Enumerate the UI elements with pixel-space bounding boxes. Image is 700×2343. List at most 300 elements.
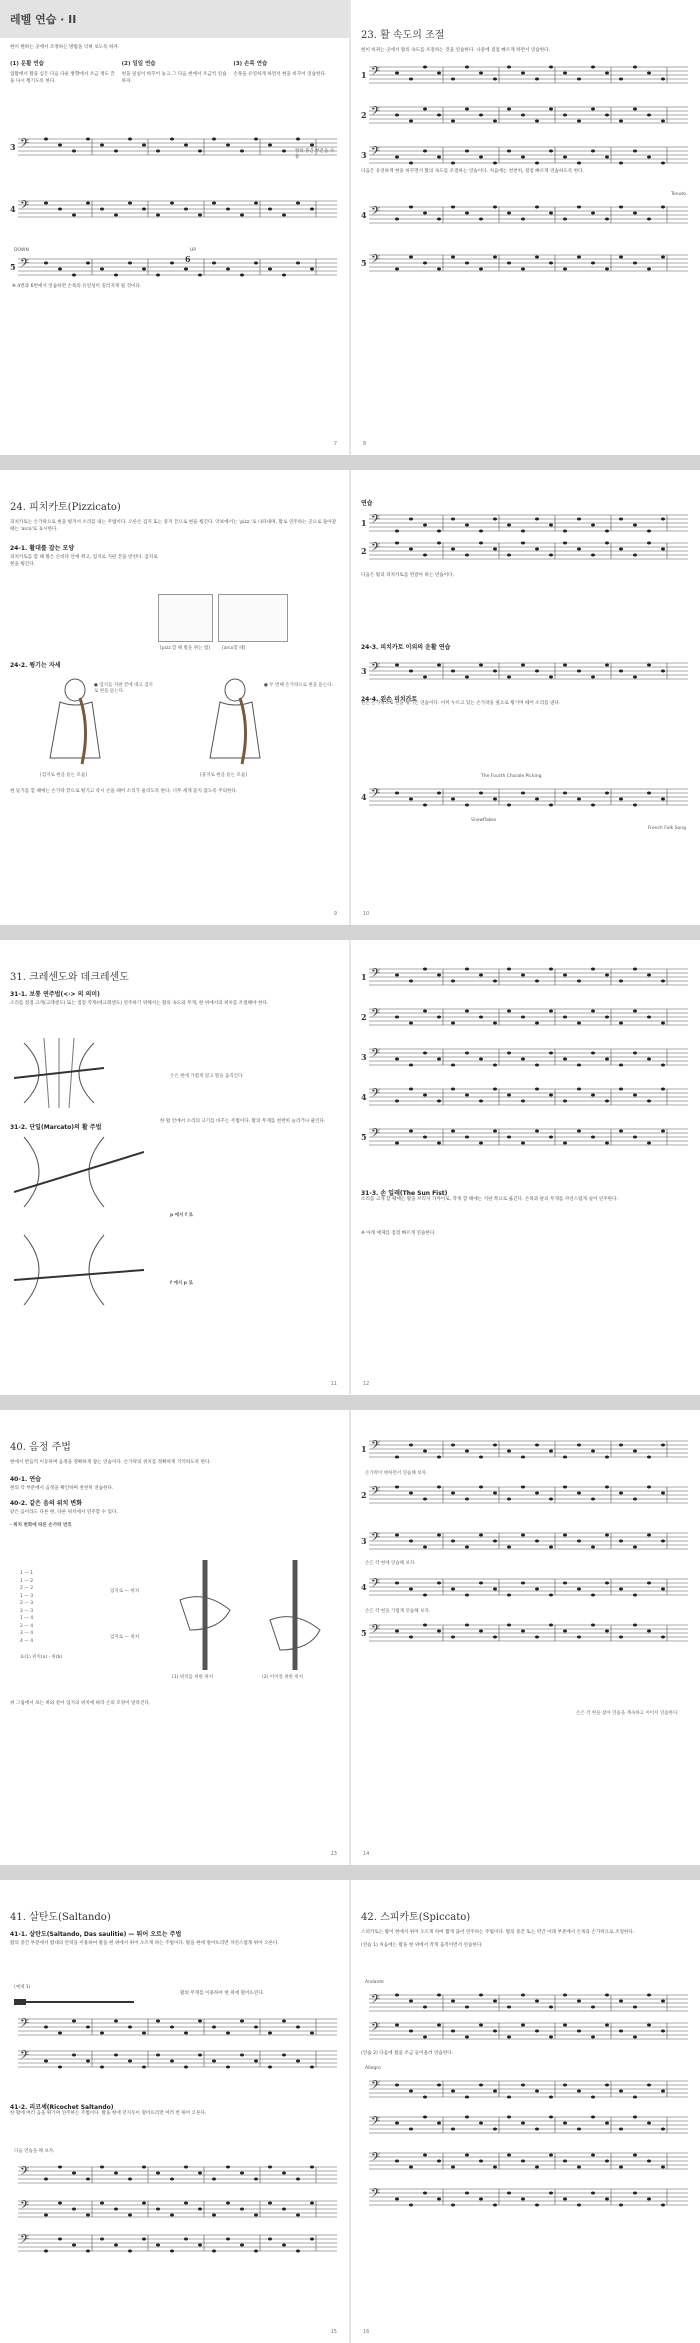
staff-4: 4 𝄢 xyxy=(361,1576,690,1598)
note-head xyxy=(212,262,216,265)
note-head xyxy=(633,212,637,215)
note-head xyxy=(409,1088,413,1091)
note-head xyxy=(507,1498,511,1501)
note-head xyxy=(212,2026,216,2029)
staff-1: 1 𝄢 xyxy=(361,512,690,534)
staff-lines xyxy=(361,1126,690,1148)
note-head xyxy=(184,268,188,271)
staff-lines xyxy=(361,1006,690,1028)
note-head xyxy=(451,206,455,209)
note-head xyxy=(647,1630,651,1633)
note-head xyxy=(114,274,118,277)
song-title-1: Andante xyxy=(365,1980,384,1985)
note-head xyxy=(535,1540,539,1543)
label-up: UP xyxy=(190,248,197,253)
note-head xyxy=(479,664,483,667)
staff-4: 4 𝄢 xyxy=(361,1086,690,1108)
note-head xyxy=(507,676,511,679)
staff-lines xyxy=(361,512,690,534)
table-row: 2 — 4 xyxy=(20,1623,34,1629)
note-head xyxy=(507,1450,511,1453)
intro-text: 현에서 반음씩 이동하며 음정을 정확하게 잡는 연습이다. 손가락의 위치를 정확하게 기억하도록 한다. xyxy=(10,1460,211,1465)
note-head xyxy=(493,798,497,801)
page-16 xyxy=(351,1880,700,2343)
bass-clef-icon: 𝄢 xyxy=(20,199,30,215)
staff-lines xyxy=(10,2164,339,2186)
note-head xyxy=(310,208,314,211)
note-head xyxy=(577,980,581,983)
staff-lines xyxy=(10,198,339,220)
staff-lines xyxy=(10,256,339,278)
note-head xyxy=(310,268,314,271)
note-head xyxy=(661,1444,665,1447)
note-head xyxy=(549,554,553,557)
note-head xyxy=(437,792,441,795)
note-head xyxy=(647,2024,651,2027)
staff-5: 5 𝄢 xyxy=(361,1622,690,1644)
note-head xyxy=(395,530,399,533)
note-head xyxy=(647,218,651,221)
note-head xyxy=(577,2204,581,2207)
note-head xyxy=(409,2090,413,2093)
note-head xyxy=(86,2250,90,2253)
page-15 xyxy=(0,1880,349,2343)
note-head xyxy=(395,72,399,75)
note-head xyxy=(577,518,581,521)
note-head xyxy=(549,1052,553,1055)
note-head xyxy=(114,2020,118,2023)
staff-lines xyxy=(361,786,690,808)
note-head xyxy=(86,2178,90,2181)
note-head xyxy=(549,1498,553,1501)
bow-icon xyxy=(14,1997,134,2007)
note-head xyxy=(507,108,511,111)
note-head xyxy=(437,2122,441,2125)
note-head xyxy=(479,114,483,117)
note-head xyxy=(549,2036,553,2039)
note-head xyxy=(661,1588,665,1591)
note-head xyxy=(521,2198,525,2201)
note-head xyxy=(170,202,174,205)
subsection-2: 24-2. 튕기는 자세 xyxy=(10,662,61,669)
note-head xyxy=(535,798,539,801)
staff-2: 2 𝄢 xyxy=(361,1006,690,1028)
note-head xyxy=(451,1492,455,1495)
bass-clef-icon: 𝄢 xyxy=(371,2115,381,2131)
note-head xyxy=(633,2192,637,2195)
note-head xyxy=(619,2090,623,2093)
note-head xyxy=(423,1546,427,1549)
bass-clef-icon: 𝄢 xyxy=(20,257,30,273)
note-head xyxy=(451,1064,455,1067)
note-head xyxy=(114,2054,118,2057)
note-head xyxy=(451,1130,455,1133)
note-head xyxy=(521,2084,525,2087)
note-head xyxy=(465,1010,469,1013)
note-head xyxy=(549,1546,553,1549)
note-head xyxy=(591,212,595,215)
note-head xyxy=(184,208,188,211)
note-head xyxy=(591,2154,595,2157)
example-label: (예제 1) xyxy=(14,1985,31,1990)
note-head xyxy=(493,2204,497,2207)
note-head xyxy=(591,804,595,807)
note-head xyxy=(156,150,160,153)
staff-lines xyxy=(10,2232,339,2254)
staves-block-2 xyxy=(361,654,690,688)
note-head xyxy=(619,1588,623,1591)
bass-clef-icon: 𝄢 xyxy=(371,1577,381,1593)
note-head xyxy=(465,2154,469,2157)
staff-lines xyxy=(361,1086,690,1108)
note-head xyxy=(100,2166,104,2169)
note-head xyxy=(521,1630,525,1633)
note-head xyxy=(395,268,399,271)
spread-2 xyxy=(0,470,700,925)
note-head xyxy=(619,1130,623,1133)
note-head xyxy=(114,2172,118,2175)
note-head xyxy=(633,2036,637,2039)
bass-clef-icon: 𝄢 xyxy=(371,1127,381,1143)
cello-bow-icon xyxy=(14,1230,144,1310)
note-head xyxy=(465,1052,469,1055)
note-head xyxy=(451,2000,455,2003)
note-head xyxy=(563,1016,567,1019)
staff-1: 1 𝄢 xyxy=(361,1438,690,1460)
staves-block xyxy=(10,2010,339,2076)
note-head xyxy=(451,1636,455,1639)
note-head xyxy=(409,518,413,521)
note-head xyxy=(423,1136,427,1139)
exercise-1-text: (연습 1) 처음에는 활을 현 위에서 작게 움직이면서 연습한다. xyxy=(361,1943,483,1948)
note-head xyxy=(507,1136,511,1139)
bubble-right: ● 두 번째 손가락으로 현을 뜯는다. xyxy=(264,683,334,688)
note-head xyxy=(549,968,553,971)
note-head xyxy=(549,2192,553,2195)
note-head xyxy=(423,66,427,69)
note-head xyxy=(395,1534,399,1537)
note-head xyxy=(591,968,595,971)
note-head xyxy=(409,1022,413,1025)
note-head xyxy=(535,120,539,123)
note-head xyxy=(409,206,413,209)
note-head xyxy=(479,1994,483,1997)
staves-block-3 xyxy=(361,780,690,828)
note-head xyxy=(100,2202,104,2205)
note-head xyxy=(479,156,483,159)
note-head xyxy=(563,1142,567,1145)
note-head xyxy=(535,2030,539,2033)
bass-clef-icon: 𝄢 xyxy=(371,2151,381,2167)
note-head xyxy=(465,262,469,265)
bubble-left: ● 엄지를 지판 끝에 대고 검지로 현을 뜯는다. xyxy=(94,683,153,694)
note-head xyxy=(563,1630,567,1633)
note-head xyxy=(451,2030,455,2033)
note-head xyxy=(577,162,581,165)
note-head xyxy=(549,804,553,807)
note-head xyxy=(591,262,595,265)
note-head xyxy=(479,2024,483,2027)
staff-6-number: 6 xyxy=(185,254,191,264)
table-row: 1 — 1 xyxy=(20,1571,34,1576)
note-head xyxy=(72,2054,76,2057)
note-head xyxy=(282,2054,286,2057)
note-head xyxy=(619,78,623,81)
note-head xyxy=(409,1540,413,1543)
note-head xyxy=(423,1498,427,1501)
staves-block xyxy=(10,130,339,284)
note-head xyxy=(521,2024,525,2027)
note-head xyxy=(493,78,497,81)
note-head xyxy=(661,1636,665,1639)
note-head xyxy=(184,2166,188,2169)
note-head xyxy=(437,1630,441,1633)
note-head xyxy=(647,1994,651,1997)
note-head xyxy=(465,1624,469,1627)
staff-f xyxy=(361,2186,690,2208)
page-9 xyxy=(0,470,349,925)
note-head xyxy=(296,2250,300,2253)
note-head xyxy=(633,108,637,111)
note-head xyxy=(226,208,230,211)
hand-figure-1 xyxy=(158,594,213,642)
note-head xyxy=(493,670,497,673)
staff-4: 4 𝄢 xyxy=(361,786,690,808)
note-head xyxy=(240,274,244,277)
note-head xyxy=(591,108,595,111)
note-head xyxy=(647,1142,651,1145)
note-head xyxy=(619,518,623,521)
staff-2: 2 𝄢 xyxy=(361,104,690,126)
note-head xyxy=(409,980,413,983)
note-head xyxy=(409,2128,413,2131)
subsection-1-text: 활의 중간 부분에서 활대의 탄력을 이용하여 활을 현 위에서 튀어 오르게 하는 주법이다. 활을 현에 떨어뜨리면 자연스럽게 튀어 오른다. xyxy=(10,1941,279,1946)
note-head xyxy=(409,2000,413,2003)
note-head xyxy=(605,2122,609,2125)
note-head xyxy=(577,1130,581,1133)
note-head xyxy=(493,1064,497,1067)
closing-text: 위 그림에서 보는 바와 같이 엄지의 위치에 따라 손의 모양이 달라진다. xyxy=(10,1701,151,1706)
note-head xyxy=(409,2030,413,2033)
note-head xyxy=(395,218,399,221)
note-head xyxy=(395,1058,399,1061)
note-head xyxy=(493,518,497,521)
note-head xyxy=(591,676,595,679)
note-head xyxy=(198,2244,202,2247)
note-head xyxy=(605,792,609,795)
note-head xyxy=(647,1100,651,1103)
note-head xyxy=(577,2000,581,2003)
note-head xyxy=(254,2214,258,2217)
bass-clef-icon: 𝄢 xyxy=(20,137,30,153)
note-head xyxy=(437,1142,441,1145)
note-head xyxy=(535,206,539,209)
note-head xyxy=(619,1088,623,1091)
note-head xyxy=(661,2204,665,2207)
note-head xyxy=(507,2192,511,2195)
note-head xyxy=(479,1016,483,1019)
note-head xyxy=(563,1582,567,1585)
note-head xyxy=(100,268,104,271)
staff-lines xyxy=(361,204,690,226)
note-head xyxy=(507,2096,511,2099)
note-head xyxy=(563,974,567,977)
note-head xyxy=(86,262,90,265)
note-head xyxy=(647,974,651,977)
note-head xyxy=(619,1444,623,1447)
note-head xyxy=(142,2202,146,2205)
note-head xyxy=(395,792,399,795)
note-head xyxy=(423,2006,427,2009)
note-head xyxy=(437,530,441,533)
staff-lines xyxy=(361,540,690,562)
finger-table xyxy=(20,1570,110,1645)
note-head xyxy=(661,120,665,123)
staff-2: 2 𝄢 xyxy=(361,540,690,562)
note-head xyxy=(577,2128,581,2131)
note-head xyxy=(198,2172,202,2175)
hand-figure-2 xyxy=(218,594,288,642)
page-number: 7 xyxy=(333,441,337,447)
note-head xyxy=(86,202,90,205)
note-head xyxy=(465,2116,469,2119)
note-head xyxy=(591,1052,595,1055)
note-head xyxy=(535,162,539,165)
note-head xyxy=(479,72,483,75)
note-head xyxy=(58,2238,62,2241)
note-head xyxy=(577,548,581,551)
note-head xyxy=(437,1058,441,1061)
note-head xyxy=(310,2238,314,2241)
note-head xyxy=(198,2020,202,2023)
note-head xyxy=(44,2214,48,2217)
note-head xyxy=(100,2032,104,2035)
note-head xyxy=(633,2096,637,2099)
note-head xyxy=(521,792,525,795)
note-head xyxy=(591,2006,595,2009)
note-head xyxy=(661,2030,665,2033)
note-head xyxy=(507,1010,511,1013)
note-head xyxy=(535,1444,539,1447)
table-row: 2 — 2 xyxy=(20,1586,34,1591)
note-head xyxy=(156,2244,160,2247)
note-head xyxy=(661,518,665,521)
staff-lines xyxy=(10,136,339,158)
note-head xyxy=(128,262,132,265)
bass-clef-icon: 𝄢 xyxy=(371,2079,381,2095)
note-head xyxy=(479,2198,483,2201)
note-head xyxy=(58,2032,62,2035)
staff-a xyxy=(10,2016,339,2038)
fig-label-2: 엄지로 — 위치 xyxy=(110,1635,140,1640)
note-head xyxy=(591,1136,595,1139)
note-head xyxy=(605,664,609,667)
note-head xyxy=(296,2060,300,2063)
note-head xyxy=(633,2006,637,2009)
note-head xyxy=(226,2032,230,2035)
note-head xyxy=(605,1486,609,1489)
note-head xyxy=(86,2060,90,2063)
note-head xyxy=(647,1534,651,1537)
note-head xyxy=(170,2214,174,2217)
note-head xyxy=(563,792,567,795)
staves-block xyxy=(361,58,690,184)
note-head xyxy=(605,542,609,545)
note-head xyxy=(409,2204,413,2207)
note-head xyxy=(619,2030,623,2033)
cello-bow-icon xyxy=(14,1132,144,1212)
note-head xyxy=(535,980,539,983)
staff-lines xyxy=(361,966,690,988)
note-head xyxy=(72,2244,76,2247)
note-head xyxy=(268,268,272,271)
intro-text: 피치카토는 손가락으로 현을 튕겨서 소리를 내는 주법이다. 오른손 검지 또는 중지 끝으로 현을 튕긴다. 악보에서는 'pizz.'로 나타내며, 활로 연주하는 곳으로 돌아갈 때는 'arco'로 표시한다. xyxy=(10,520,337,532)
note-head xyxy=(577,206,581,209)
note-head xyxy=(465,1136,469,1139)
page-number: 12 xyxy=(363,1381,370,1387)
note-head xyxy=(198,2208,202,2211)
note-head xyxy=(577,1540,581,1543)
table-row: 3 — 3 xyxy=(20,1608,34,1614)
note-head xyxy=(212,2178,216,2181)
note-head xyxy=(507,554,511,557)
note-head xyxy=(437,1994,441,1997)
note-head xyxy=(619,1064,623,1067)
staff-lines xyxy=(361,252,690,274)
note-head xyxy=(507,804,511,807)
note-head xyxy=(198,2054,202,2057)
note-head xyxy=(226,268,230,271)
staff-lines xyxy=(361,2186,690,2208)
note-head xyxy=(437,1486,441,1489)
note-head xyxy=(507,1546,511,1549)
bass-clef-icon: 𝄢 xyxy=(371,1993,381,2009)
note-head xyxy=(591,1010,595,1013)
note-head xyxy=(493,1444,497,1447)
bass-clef-icon: 𝄢 xyxy=(20,2199,30,2215)
note-head xyxy=(451,1088,455,1091)
note-head xyxy=(605,268,609,271)
fig-caption: 손은 현에 가볍게 얹고 활을 움직인다. xyxy=(170,1074,244,1079)
note-head xyxy=(577,1492,581,1495)
note-head xyxy=(465,1594,469,1597)
staff-5: 5 𝄢 xyxy=(10,256,339,278)
note-head xyxy=(619,2166,623,2169)
note-head xyxy=(465,554,469,557)
note-head xyxy=(170,2250,174,2253)
staff-4: 4 𝄢 xyxy=(10,198,339,220)
note-head xyxy=(128,2178,132,2181)
staff-lines xyxy=(361,1484,690,1506)
note-head xyxy=(72,150,76,153)
note-head xyxy=(521,530,525,533)
note-head xyxy=(577,2030,581,2033)
note-head xyxy=(44,262,48,265)
note-head xyxy=(465,2192,469,2195)
note-head xyxy=(170,262,174,265)
note-head xyxy=(254,2250,258,2253)
note-head xyxy=(128,202,132,205)
note-head xyxy=(647,664,651,667)
section-title: 31. 크레센도와 데크레센도 xyxy=(10,972,129,983)
staff-lines xyxy=(361,1046,690,1068)
note-head xyxy=(549,2006,553,2009)
note-head xyxy=(619,980,623,983)
note-head xyxy=(633,804,637,807)
note-head xyxy=(479,1486,483,1489)
subsection-2-text: 같은 음이라도 다른 현, 다른 위치에서 연주할 수 있다. xyxy=(10,1510,118,1515)
note-head xyxy=(212,202,216,205)
